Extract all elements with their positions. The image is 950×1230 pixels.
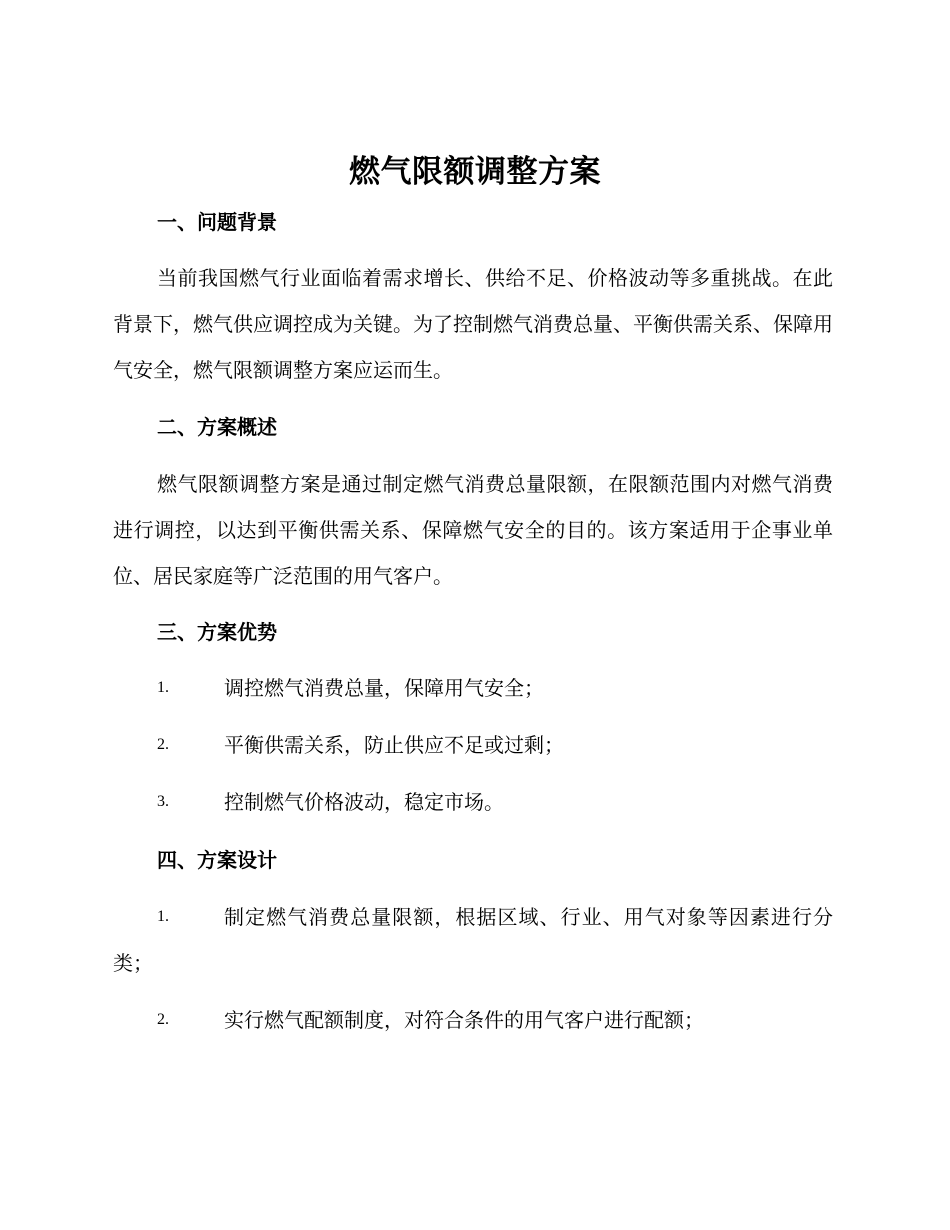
list-item [113,997,833,1043]
list-item [113,894,833,986]
list-item [113,722,833,768]
list-item-text: 实行燃气配额制度，对符合条件的用气客户进行配额； [224,1008,704,1032]
section-heading-design: 四、方案设计 [157,848,277,872]
list-item-text: 制定燃气消费总量限额，根据区域、行业、用气对象等因素进行分类； [113,905,833,975]
list-item-number: 2. [157,1011,169,1028]
list-item [113,665,833,711]
document-title: 燃气限额调整方案 [349,154,601,190]
list-item-text: 控制燃气价格波动，稳定市场。 [224,790,504,814]
list-item-number: 1. [157,679,169,696]
list-item-text: 调控燃气消费总量，保障用气安全； [224,676,544,700]
list-item-number: 1. [157,908,169,925]
list-item-number: 3. [157,793,169,810]
section-heading-background: 一、问题背景 [157,210,277,234]
section-paragraph-background: 当前我国燃气行业面临着需求增长、供给不足、价格波动等多重挑战。在此背景下，燃气供应调控成为关键。为了控制燃气消费总量、平衡供需关系、保障用气安全，燃气限额调整方案应运而生。 [113,266,833,382]
list-item-number: 2. [157,736,169,753]
section-heading-overview: 二、方案概述 [157,415,277,439]
section-paragraph-overview: 燃气限额调整方案是通过制定燃气消费总量限额，在限额范围内对燃气消费进行调控，以达到平衡供需关系、保障燃气安全的目的。该方案适用于企事业单位、居民家庭等广泛范围的用气客户。 [113,472,833,588]
list-item-text: 平衡供需关系，防止供应不足或过剩； [224,733,564,757]
section-heading-advantages: 三、方案优势 [157,620,277,644]
list-item [113,779,833,825]
